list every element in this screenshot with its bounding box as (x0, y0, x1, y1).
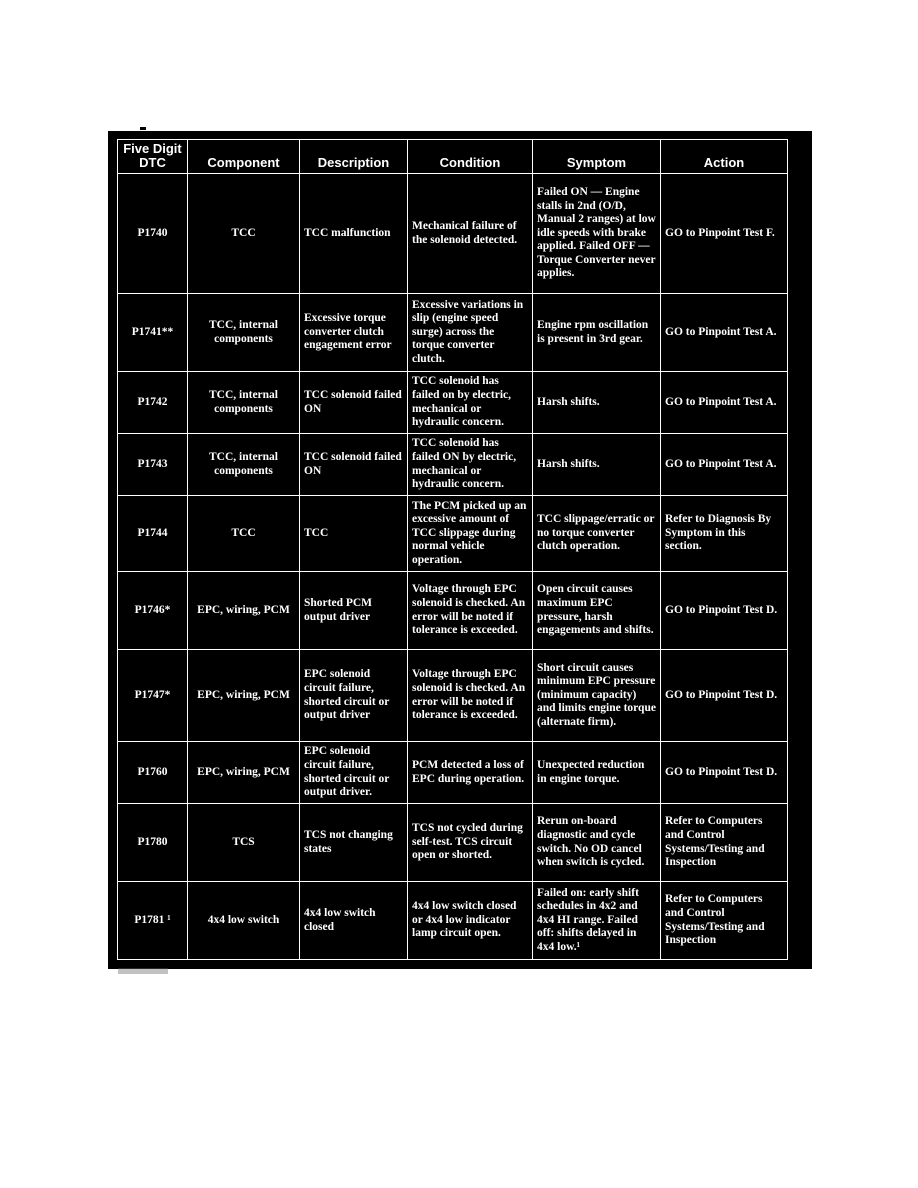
dtc-code: P1747* (118, 650, 188, 742)
scan-artifact (118, 968, 168, 974)
dtc-code: P1780 (118, 804, 188, 882)
table-row (118, 294, 788, 372)
symptom-cell: Harsh shifts. (533, 434, 661, 496)
component-cell: TCC (188, 496, 300, 572)
symptom-cell: Unexpected reduction in engine torque. (533, 742, 661, 804)
symptom-cell: Rerun on-board diagnostic and cycle switch. No OD cancel when switch is cycled. (533, 804, 661, 882)
scan-artifact (140, 127, 146, 130)
action-cell: GO to Pinpoint Test D. (661, 650, 788, 742)
component-cell: TCC (188, 174, 300, 294)
action-cell: GO to Pinpoint Test A. (661, 372, 788, 434)
table-row (118, 496, 788, 572)
action-cell: GO to Pinpoint Test D. (661, 572, 788, 650)
component-cell: TCC, internal components (188, 372, 300, 434)
description-cell: EPC solenoid circuit failure, shorted circuit or output driver (300, 650, 408, 742)
description-cell: TCC malfunction (300, 174, 408, 294)
component-cell: TCC, internal components (188, 434, 300, 496)
dtc-code: P1744 (118, 496, 188, 572)
action-cell: GO to Pinpoint Test A. (661, 294, 788, 372)
component-cell: TCS (188, 804, 300, 882)
dtc-code: P1742 (118, 372, 188, 434)
component-cell: EPC, wiring, PCM (188, 742, 300, 804)
action-cell: GO to Pinpoint Test D. (661, 742, 788, 804)
component-cell: 4x4 low switch (188, 882, 300, 960)
condition-cell: Mechanical failure of the solenoid detected. (408, 174, 533, 294)
component-cell: EPC, wiring, PCM (188, 572, 300, 650)
action-cell: Refer to Diagnosis By Symptom in this section. (661, 496, 788, 572)
header-description: Description (300, 140, 408, 174)
table-row (118, 650, 788, 742)
table-row (118, 434, 788, 496)
header-action: Action (661, 140, 788, 174)
description-cell: EPC solenoid circuit failure, shorted circuit or output driver. (300, 742, 408, 804)
table-row (118, 804, 788, 882)
action-cell: Refer to Computers and Control Systems/Testing and Inspection (661, 804, 788, 882)
symptom-cell: Failed on: early shift schedules in 4x2 and 4x4 HI range. Failed off: shifts delayed in 4x4 low.¹ (533, 882, 661, 960)
dtc-code: P1743 (118, 434, 188, 496)
table-row (118, 372, 788, 434)
dtc-code: P1740 (118, 174, 188, 294)
action-cell: GO to Pinpoint Test F. (661, 174, 788, 294)
symptom-cell: Harsh shifts. (533, 372, 661, 434)
symptom-cell: Short circuit causes minimum EPC pressure (minimum capacity) and limits engine torque (alternate firm). (533, 650, 661, 742)
dtc-code: P1781 ¹ (118, 882, 188, 960)
header-condition: Condition (408, 140, 533, 174)
table-row (118, 882, 788, 960)
component-cell: EPC, wiring, PCM (188, 650, 300, 742)
header-symptom: Symptom (533, 140, 661, 174)
table-row (118, 572, 788, 650)
condition-cell: TCC solenoid has failed ON by electric, mechanical or hydraulic concern. (408, 434, 533, 496)
description-cell: TCC solenoid failed ON (300, 372, 408, 434)
component-cell: TCC, internal components (188, 294, 300, 372)
condition-cell: Voltage through EPC solenoid is checked. An error will be noted if tolerance is exceeded. (408, 572, 533, 650)
description-cell: TCC (300, 496, 408, 572)
condition-cell: The PCM picked up an excessive amount of TCC slippage during normal vehicle operation. (408, 496, 533, 572)
description-cell: Shorted PCM output driver (300, 572, 408, 650)
description-cell: TCS not changing states (300, 804, 408, 882)
condition-cell: TCC solenoid has failed on by electric, mechanical or hydraulic concern. (408, 372, 533, 434)
dtc-code: P1741** (118, 294, 188, 372)
header-dtc: Five Digit DTC (118, 140, 188, 174)
symptom-cell: TCC slippage/erratic or no torque converter clutch operation. (533, 496, 661, 572)
dtc-code: P1760 (118, 742, 188, 804)
description-cell: TCC solenoid failed ON (300, 434, 408, 496)
dtc-table (117, 139, 788, 960)
header-component: Component (188, 140, 300, 174)
symptom-cell: Failed ON — Engine stalls in 2nd (O/D, Manual 2 ranges) at low idle speeds with brake applied. Failed OFF — Torque Converter never applies. (533, 174, 661, 294)
description-cell: 4x4 low switch closed (300, 882, 408, 960)
action-cell: Refer to Computers and Control Systems/Testing and Inspection (661, 882, 788, 960)
action-cell: GO to Pinpoint Test A. (661, 434, 788, 496)
dtc-code: P1746* (118, 572, 188, 650)
condition-cell: 4x4 low switch closed or 4x4 low indicator lamp circuit open. (408, 882, 533, 960)
symptom-cell: Open circuit causes maximum EPC pressure, harsh engagements and shifts. (533, 572, 661, 650)
symptom-cell: Engine rpm oscillation is present in 3rd gear. (533, 294, 661, 372)
table-row (118, 174, 788, 294)
condition-cell: TCS not cycled during self-test. TCS circuit open or shorted. (408, 804, 533, 882)
condition-cell: PCM detected a loss of EPC during operation. (408, 742, 533, 804)
description-cell: Excessive torque converter clutch engagement error (300, 294, 408, 372)
condition-cell: Excessive variations in slip (engine speed surge) across the torque converter clutch. (408, 294, 533, 372)
condition-cell: Voltage through EPC solenoid is checked. An error will be noted if tolerance is exceeded. (408, 650, 533, 742)
table-header-row (118, 140, 788, 174)
table-row (118, 742, 788, 804)
